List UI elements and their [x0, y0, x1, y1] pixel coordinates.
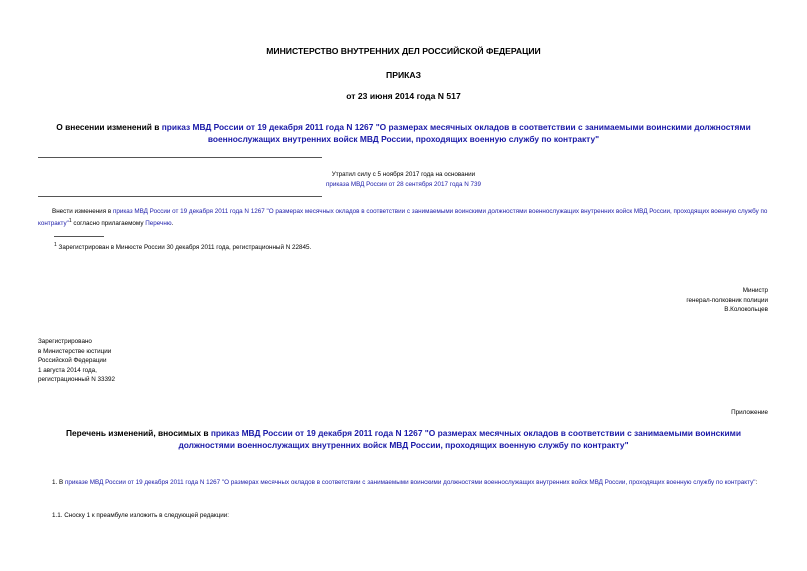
item1-end: : [755, 479, 758, 486]
footnote-text: Зарегистрирован в Минюсте России 30 декабря 2011 года, регистрационный N 22845. [56, 244, 312, 252]
appendix-title-prefix: Перечень изменений, вносимых в [66, 428, 209, 438]
divider [38, 157, 322, 158]
footnote-divider [54, 236, 104, 237]
signature-position: Министр [742, 287, 768, 294]
registration-line: 1 августа 2014 года, [38, 366, 97, 374]
registration-line: в Министерстве юстиции [38, 347, 112, 355]
registration-block [38, 337, 238, 385]
footnote-mark: 1 [54, 242, 57, 248]
registration-line: Российской Федерации [38, 357, 107, 364]
p1-end: . [171, 219, 174, 227]
registration-line: регистрационный N 33392 [38, 376, 116, 383]
appendix-title [40, 428, 767, 451]
p1-link[interactable]: приказ МВД России от 19 декабря 2011 года N 1267 "О размерах месячных окладов в соответствии с занимаемыми воинскими должностями военнослужащих внутренних войск МВД России, проходящих военную службу по контракту" [38, 208, 768, 227]
p1-link2[interactable]: Перечню [145, 219, 172, 227]
divider [38, 196, 322, 197]
signature-block [568, 286, 768, 315]
status-note [300, 170, 507, 189]
status-line: Утратил силу с 5 ноября 2017 года на основании [331, 171, 476, 178]
date-number-heading: от 23 июня 2014 года N 517 [346, 91, 461, 101]
document-title [40, 122, 767, 145]
appendix-title-link[interactable]: приказ МВД России от 19 декабря 2011 года N 1267 "О размерах месячных окладов в соответствии с занимаемыми воинскими должностями военнослужащих внутренних войск МВД России, проходящих военную службу по контракту" [178, 428, 741, 450]
p1-prefix: Внести изменения в [52, 208, 112, 215]
item1-link[interactable]: приказе МВД России от 19 декабря 2011 года N 1267 "О размерах месячных окладов в соответствии с занимаемыми воинскими должностями военнослужащих внутренних войск МВД России, проходящих военную службу по контракту" [64, 479, 756, 486]
status-link[interactable]: приказа МВД России от 28 сентября 2017 года N 739 [325, 180, 482, 188]
footnote [54, 241, 754, 253]
doc-type-heading: ПРИКАЗ [386, 70, 421, 80]
title-prefix: О внесении изменений в [56, 122, 160, 132]
appendix-item-1-1: 1.1. Сноску 1 к преамбуле изложить в следующей редакции: [52, 512, 230, 519]
body-paragraph [38, 207, 770, 228]
item1-prefix: 1. В [52, 479, 64, 486]
appendix-label: Приложение [731, 409, 768, 416]
signature-name: В.Колокольцев [724, 306, 768, 313]
footnote-ref[interactable]: 1 [68, 217, 72, 224]
appendix-item-1 [38, 478, 770, 488]
registration-line: Зарегистрировано [38, 338, 92, 345]
signature-rank: генерал-полковник полиции [686, 296, 768, 304]
ministry-heading: МИНИСТЕРСТВО ВНУТРЕННИХ ДЕЛ РОССИЙСКОЙ ФЕДЕРАЦИИ [266, 46, 541, 56]
title-link[interactable]: приказ МВД России от 19 декабря 2011 года N 1267 "О размерах месячных окладов в соответствии с занимаемыми воинскими должностями военнослужащих внутренних войск МВД России, проходящих военную службу по контракту" [161, 122, 751, 144]
p1-mid: согласно прилагаемому [71, 219, 144, 227]
